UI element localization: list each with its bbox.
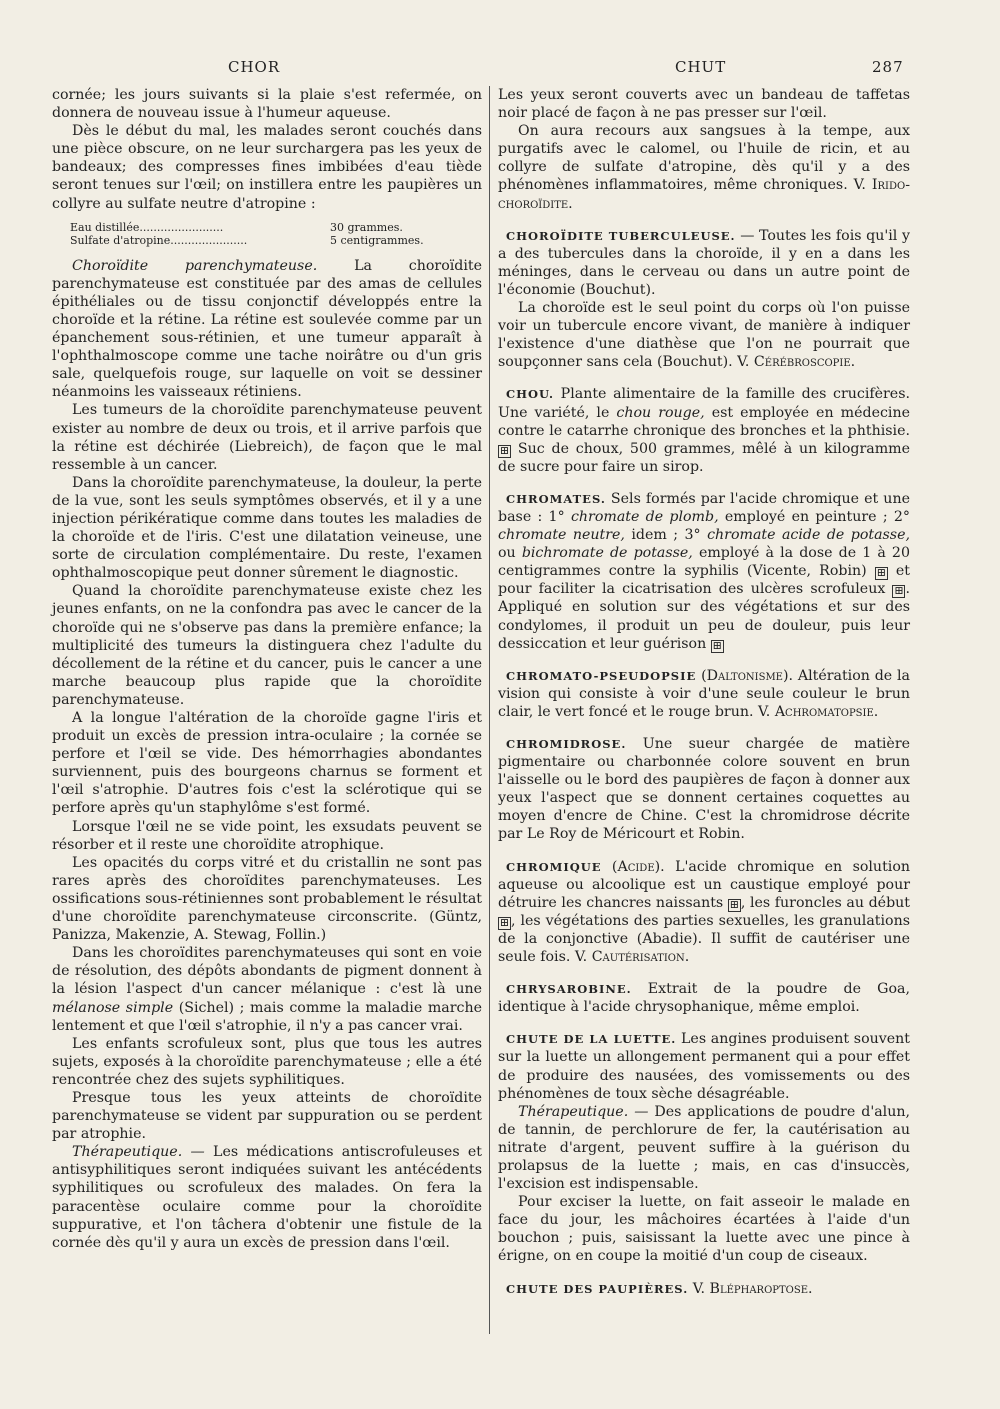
cross-reference: Blépharoptose. [709,1280,813,1297]
section-paragraph: Choroïdite parenchymateuse. La choroïdite parenchymateuse est constituée par des amas de cellules épithéliales ou de tissu conjonctif développés entre la choroïde et la rétine. La rétine est soulevée comme par un épanchement sous-rétinien, et une tumeur apparaît à l'ophthalmoscope comme une tache noirâtre ou d'un gris sale, quelquefois rouge, sur laquelle on voit se dessiner néanmoins les vaisseaux rétiniens. [52,257,482,401]
entry-chromidrose: CHROMIDROSE. Une sueur chargée de matière pigmentaire ou charbonnée colore souvent en brun l'aisselle ou le bord des paupières de façon à donner aux yeux l'aspect que se donnent certaines coquettes au moyen d'encre de Chine. C'est la chromidrose décrite par Le Roy de Méricourt et Robin. [498,736,911,843]
right-column [498,86,910,1298]
ingredient-qty: 5 centigrammes. [330,233,424,247]
cross-reference: Cérébroscopie. [753,354,856,371]
prescription-row [70,234,424,247]
prescription-row [70,221,424,234]
paragraph: Pour exciser la luette, on fait asseoir le malade en face du jour, les mâchoires écartées à l'aide d'un bouchon ; puis, saisissant la luette avec une pince à érigne, on en coupe la moitié d'un coup de ciseaux. [498,1194,910,1265]
remedy-icon: ⊞ [894,584,904,598]
paragraph: Dans la choroïdite parenchymateuse, la douleur, la perte de la vue, sont les seuls symptômes observés, et il y a une injection périkératique comme dans toutes les maladies de la choroïde et de l'iris. C'est une dilatation veineuse, une sorte de circulation complémentaire. Du reste, l'examen ophthalmoscopique peut donner sûrement le diagnostic. [52,474,482,582]
section-title: Choroïdite parenchymateuse. [72,257,318,274]
paragraph: Les enfants scrofuleux sont, plus que tous les autres sujets, exposés à la choroïdite parenchymateuse ; elle a été rencontrée chez des sujets syphilitiques. [52,1035,482,1088]
column-rule [489,86,490,1334]
entry-headword: CHRYSAROBINE. [506,982,632,997]
entry-chrysarobine: CHRYSAROBINE. Extrait de la poudre de Goa, identique à l'acide chrysophanique, même emploi. [498,981,910,1016]
paragraph: cornée; les jours suivants si la plaie s'est refermée, on donnera de nouveau issue à l'humeur aqueuse. [52,87,482,122]
entry-chute-paupieres: CHUTE DES PAUPIÈRES. V. Blépharoptose. [506,1280,813,1297]
paragraph: On aura recours aux sangsues à la tempe, aux purgatifs avec le calomel, ou l'huile de ricin, et au collyre de sulfate d'atropine, dès qu'il y a des phénomènes inflammatoires, même chroniques. V. Irido-choroïdite. [498,123,911,212]
entry-headword: CHUTE DES PAUPIÈRES. [506,1281,689,1296]
page-number: 287 [872,58,904,76]
paragraph: A la longue l'altération de la choroïde gagne l'iris et produit un excès de pression intra-oculaire ; la cornée se perfore et l'œil se vide. Des hémorrhagies abondantes surviennent, puis des bourgeons charnus se forment et l'œil s'atrophie. D'autres fois c'est la sclérotique qui se perfore après qu'un staphylôme s'est formé. [52,710,482,817]
running-head-left: CHOR [228,58,281,76]
paragraph: Lorsque l'œil ne se vide point, les exsudats peuvent se résorber et il reste une choroïdite atrophique. [52,818,482,853]
section-title: Thérapeutique. — [72,1144,205,1161]
ingredient-name: Sulfate d'atropine...................... [70,233,248,247]
entry-headword: CHOU. [506,387,555,402]
cross-reference: Irido-choroïdite. [498,177,911,212]
paragraph: Les yeux seront couverts avec un bandeau de taffetas noir placé de façon à ne pas presser sur l'œil. [498,87,910,122]
paragraph: Dans les choroïdites parenchymateuses qui sont en voie de résolution, des dépôts abondants de pigment donnent à la lésion l'aspect d'un cancer mélanique : c'est là une mélanose simple (Sichel) ; mais comme la maladie marche lentement et que l'œil s'atrophie, il n'y a pas cancer vrai. [52,945,483,1034]
entry-headword: CHROMIQUE [506,859,602,874]
running-head-center: CHUT [675,58,727,76]
entry-headword: CHUTE DE LA LUETTE. [506,1032,677,1047]
entry-headword: CHROMIDROSE. [506,737,627,751]
cross-reference: Cautérisation. [591,949,690,966]
paragraph: Les opacités du corps vitré et du cristallin ne sont pas rares après des choroïdites parenchymateuses. Les ossifications sous-rétiniennes sont probablement le résultat d'une choroïdite parenchymateuse circonscrite. (Güntz, Panizza, Makenzie, A. Stewag, Follin.) [52,854,482,944]
entry-headword: CHOROÏDITE TUBERCULEUSE. [506,228,736,243]
entry-headword: CHROMATES. [506,491,606,506]
paragraph: Thérapeutique. — Des applications de poudre d'alun, de tannin, de perchlorure de fer, la cautérisation au nitrate d'argent, peuvent suffire à la guérison du prolapsus de la luette ; mais, en cas d'insuccès, l'excision est indispensable. [498,1103,910,1193]
remedy-icon: ⊞ [729,897,739,911]
left-column [52,86,482,1252]
paragraph: Presque tous les yeux atteints de choroïdite parenchymateuse se vident par suppuration ou se perdent par atrophie. [52,1089,482,1143]
section-title: Thérapeutique. — [518,1103,649,1120]
remedy-icon: ⊞ [876,566,886,580]
remedy-icon: ⊞ [499,443,510,457]
remedy-icon: ⊞ [499,915,510,929]
cross-reference: Achromatopsie. [774,703,879,720]
ingredient-qty: 30 grammes. [330,220,403,234]
entry-chou: CHOU. Plante alimentaire de la famille des crucifères. Une variété, le chou rouge, est employée en médecine contre le catarrhe chronique des bronches et la phthisie. ⊞ Suc de choux, 500 grammes, mêlé à un kilogramme de sucre pour faire un sirop. [498,386,910,475]
entry-headword: CHROMATO-PSEUDOPSIE [506,668,697,683]
paragraph: Les tumeurs de la choroïdite parenchymateuse peuvent exister au nombre de deux ou trois, et il arrive parfois que la rétine est déchirée (Liebreich), de façon que le mal ressemble à un cancer. [52,402,482,473]
entry-chromates: CHROMATES. Sels formés par l'acide chromique et une base : 1° chromate de plomb, employé en peinture ; 2° chromate neutre, idem ; 3° chromate acide de potasse, ou bichromate de potasse, employé à la dose de 1 à 20 centigrammes contre la syphilis (Vicente, Robin) ⊞ et pour faciliter la cicatrisation des ulcères scrofuleux ⊞ . Appliqué en solution sur des végétations et sur des condylomes, il produit un peu de douleur, puis leur dessiccation et leur guérison ⊞ [498,490,911,652]
section-paragraph: Thérapeutique. — Les médications antiscrofuleuses et antisyphilitiques seront indiquées suivant les antécédents syphilitiques ou scrofuleux des malades. On fera la paracentèse oculaire comme pour la choroïdite suppurative, et l'on tâchera d'obtenir une fistule de la cornée dès qu'il y aura un excès de pression dans l'œil. [52,1144,483,1251]
paragraph: Dès le début du mal, les malades seront couchés dans une pièce obscure, on ne leur surchargera pas les yeux de bandeaux; des compresses fines imbibées d'eau tiède seront tenues sur l'œil; on instillera entre les paupières un collyre au sulfate neutre d'atropine : [52,123,482,212]
prescription [70,221,424,247]
entry-tuberculeuse: CHOROÏDITE TUBERCULEUSE. — Toutes les fois qu'il y a des tubercules dans la choroïde, il y en a dans les méninges, dans le cerveau ou dans un autre point de l'économie (Bouchut). [498,227,910,298]
entry-chute-luette: CHUTE DE LA LUETTE. Les angines produisent souvent sur la luette un allongement permanent qui a pour effet de produire des nausées, des vomissements ou des phénomènes de toux sèche désagréable. [498,1031,911,1102]
paragraph: La choroïde est le seul point du corps où l'on puisse voir un tubercule encore vivant, de manière à indiquer l'existence d'une diathèse que l'on ne pourrait que soupçonner sans cela (Bouchut). V. Cérébroscopie. [498,300,910,371]
paragraph: Quand la choroïdite parenchymateuse existe chez les jeunes enfants, on ne la confondra pas avec le cancer de la choroïde qui ne s'observe pas dans la première enfance; la multiplicité des tumeurs la distinguera chez l'adulte du décollement de la rétine et du cancer, puis le cancer a une marche beaucoup plus rapide que la choroïdite parenchymateuse. [52,583,482,708]
ingredient-name: Eau distillée........................ [70,220,224,234]
entry-chromique: CHROMIQUE (Acide). L'acide chromique en solution aqueuse ou alcoolique est un caustique employé pour détruire les chancres naissants ⊞ , les furoncles au début ⊞ , les végétations des parties sexuelles, les granulations de la conjonctive (Abadie). Il suffit de cautériser une seule fois. V. Cautérisation. [498,858,910,966]
remedy-icon: ⊞ [712,638,722,652]
entry-chromato-pseudopsie: CHROMATO-PSEUDOPSIE (Daltonisme). Altération de la vision qui consiste à voir d'une seule couleur le brun clair, le vert foncé et le rouge brun. V. Achromatopsie. [498,667,911,720]
